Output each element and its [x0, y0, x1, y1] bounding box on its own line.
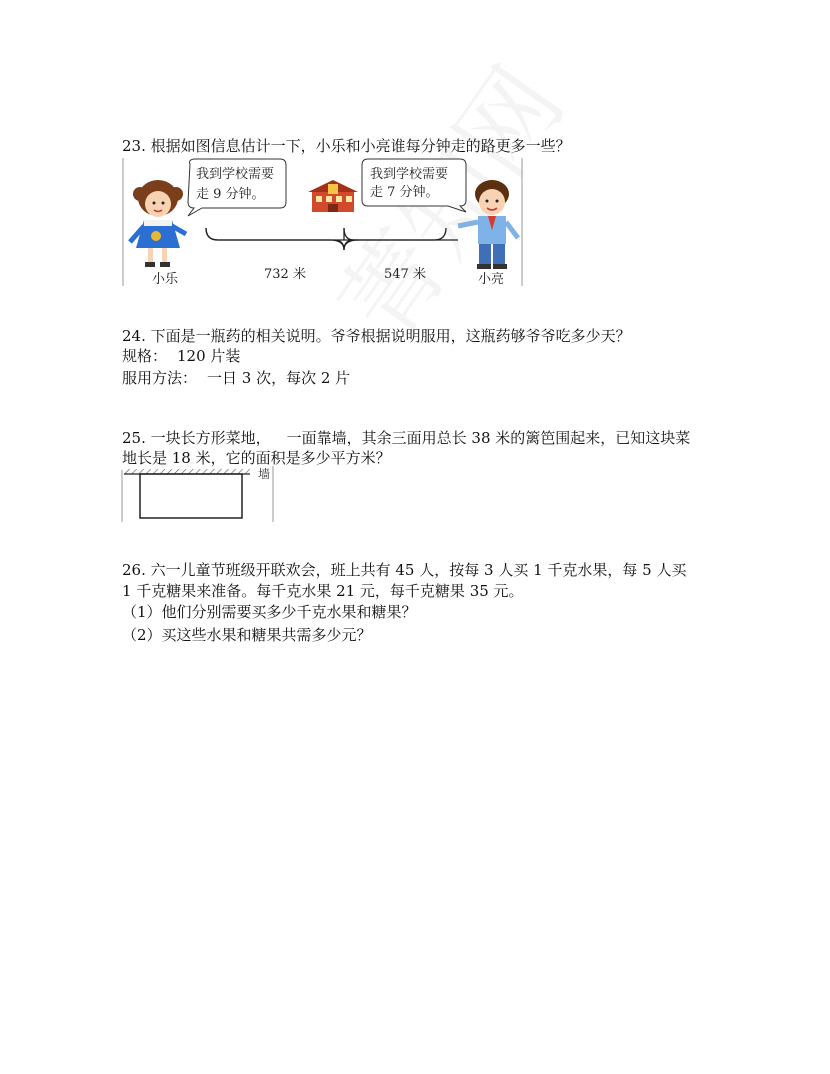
usage-label: 服用方法：	[122, 369, 198, 387]
school-icon	[308, 180, 358, 212]
distance-brace	[206, 228, 458, 250]
name-right: 小亮	[478, 272, 505, 287]
question-24-text: 24. 下面是一瓶药的相关说明。爷爷根据说明服用，这瓶药够爷爷吃多少天？	[122, 327, 631, 345]
usage-value: 一日 3 次，每次 2 片	[207, 369, 351, 387]
question-25-line2: 地长是 18 米，它的面积是多少平方米？	[122, 449, 391, 467]
spec-value: 120 片装	[177, 347, 241, 365]
question-25-figure	[120, 464, 280, 524]
distance-left: 732 米	[264, 267, 306, 282]
question-23-figure	[122, 156, 524, 288]
speech-bubble-left	[188, 159, 286, 216]
spec-line	[122, 346, 240, 366]
bubble-left-line2: 走 9 分钟。	[196, 187, 265, 202]
vegetable-plot	[140, 474, 242, 518]
speech-bubble-right	[362, 159, 466, 212]
question-26-line1: 26. 六一儿童节班级开联欢会，班上共有 45 人，按每 3 人买 1 千克水果，每 5 人买	[122, 561, 687, 579]
bubble-right-line2: 走 7 分钟。	[370, 185, 439, 200]
boy-illustration	[458, 180, 518, 269]
bubble-left-line1: 我到学校需要	[196, 167, 275, 182]
bubble-right-line1: 我到学校需要	[370, 167, 449, 182]
question-25-line1b: 一面靠墙，其余三面用总长 38 米的篱笆围起来，已知这块菜	[286, 429, 691, 447]
question-23-text: 23. 根据如图信息估计一下，小乐和小亮谁每分钟走的路更多一些？	[122, 137, 571, 155]
usage-line	[122, 368, 350, 388]
question-25-line1a: 25. 一块长方形菜地，	[122, 429, 271, 447]
girl-illustration	[130, 180, 186, 267]
spec-label: 规格：	[122, 347, 168, 365]
question-26-sub1: （1）他们分别需要买多少千克水果和糖果？	[122, 603, 417, 621]
question-26-line2: 1 千克糖果来准备。每千克水果 21 元，每千克糖果 35 元。	[122, 582, 524, 600]
distance-right: 547 米	[384, 267, 426, 282]
question-26-sub2: （2）买这些水果和糖果共需多少元？	[122, 626, 372, 644]
question-25-line1	[122, 428, 690, 448]
name-left: 小乐	[152, 272, 179, 287]
wall-label: 墙	[258, 467, 271, 481]
